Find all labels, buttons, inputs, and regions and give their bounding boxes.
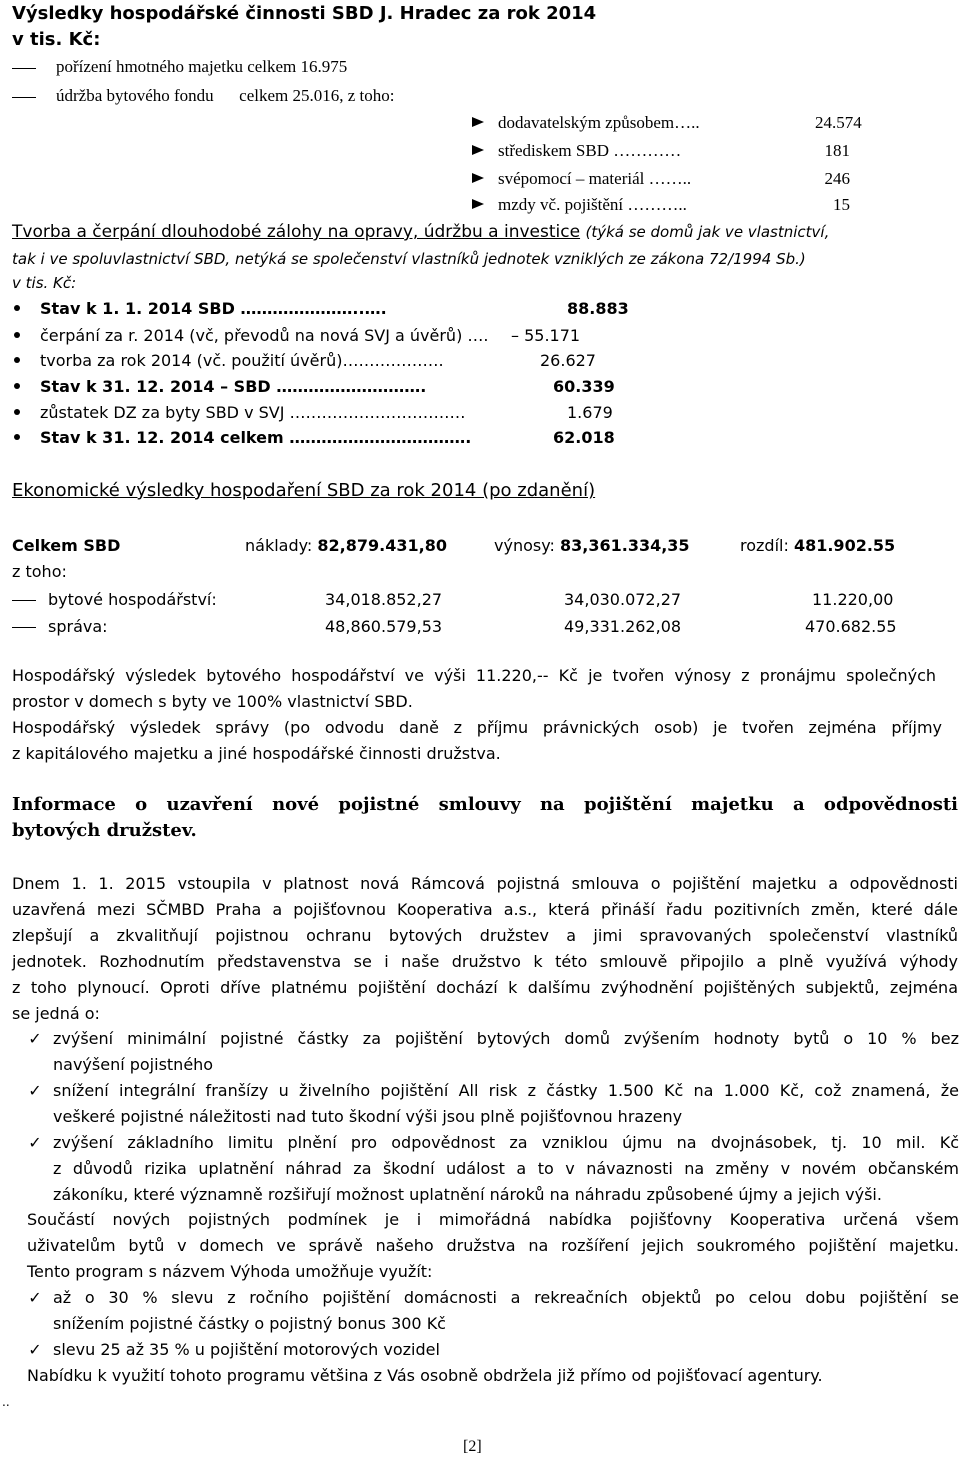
sub-item-value: 181 [824, 141, 850, 160]
bullet-dot-icon [14, 434, 20, 440]
sub-list-item: střediskem SBD ………… [472, 141, 681, 161]
item-value: 62.018 [553, 428, 615, 447]
list-item: pořízení hmotného majetku celkem 16.975 [12, 57, 347, 77]
item-value: 1.679 [567, 403, 613, 422]
dash-icon [12, 97, 36, 98]
arrowhead-icon [472, 173, 484, 183]
bullet-dot-icon [14, 332, 20, 338]
sub-list-item: mzdy vč. pojištění ……….. [472, 195, 687, 215]
table-cell: 49,331.262,08 [564, 617, 682, 636]
paragraph-line: Dnem 1. 1. 2015 vstoupila v platnost nová Rámcová pojistná smlouva o pojištění majetku a odpovědnosti [12, 874, 958, 893]
paragraph-line: Hospodářský výsledek bytového hospodářství ve výši 11.220,-- Kč je tvořen výnosy z pronájmu společných [12, 666, 936, 685]
arrowhead-icon [472, 145, 484, 155]
paragraph-line: prostor v domech s byty ve 100% vlastnictví SBD. [12, 692, 413, 711]
table-cell: 470.682.55 [805, 617, 897, 636]
dash-icon [12, 627, 36, 628]
table-cell: 11.220,00 [812, 590, 894, 609]
sub-list-item: dodavatelským způsobem….. [472, 113, 700, 133]
arrowhead-icon [472, 199, 484, 209]
check-mark-icon: ✓ [28, 1029, 42, 1048]
list-item: Stav k 31. 12. 2014 – SBD ………………………. [14, 377, 426, 397]
paragraph-line: jednotek. Rozhodnutím představenstva se i naše družstvo k této smlouvě připojilo a plně využívá výhody [12, 952, 958, 971]
paragraph-line: z toho plynoucí. Oproti dříve platnému pojištění dochází k dalšímu zvýhodnění pojištěných subjektů, zejména [12, 978, 958, 997]
bullet-line: veškeré pojistné náležitosti nad tuto škodní výši jsou plně pojišťovnou hrazeny [53, 1107, 683, 1126]
section-heading: Informace o uzavření nové pojistné smlouvy na pojištění majetku a odpovědnosti [12, 794, 958, 815]
revenue-total: výnosy: 83,361.334,35 [494, 536, 690, 555]
unit-label: v tis. Kč: [12, 29, 101, 50]
bullet-line: až o 30 % slevu z ročního pojištění domácnosti a rekreačních objektů po celou dobu pojištění se [53, 1288, 959, 1307]
page-number: [2] [463, 1438, 482, 1455]
costs-total: náklady: 82,879.431,80 [245, 536, 447, 555]
table-row-label: správa: [12, 617, 108, 637]
table-cell: 34,030.072,27 [564, 590, 682, 609]
bullet-line: snížení integrální franšízy u živelního pojištění All risk z částky 1.500 Kč na 1.000 Kč, což znamená, že [53, 1081, 959, 1100]
item-value: 88.883 [567, 299, 629, 318]
bullet-line: zákoníku, které významně rozšiřují možnost uplatnění nároků na náhradu způsobené újmy a jejich výši. [53, 1185, 882, 1204]
bullet-line: zvýšení minimální pojistné částky za pojištění bytových domů zvýšením hodnoty bytů o 10 % bez [53, 1029, 959, 1048]
paragraph-line: uživatelům bytů v domech ve správě našeho družstva na rozšíření jejich soukromého pojištění majetku. [27, 1236, 959, 1255]
list-item: čerpání za r. 2014 (vč, převodů na nová SVJ a úvěrů) …. [14, 326, 488, 346]
bullet-line: zvýšení základního limitu plnění pro odpovědnost za vzniklou újmu na dvojnásobek, tj. 10 mil. Kč [53, 1133, 959, 1152]
bullet-line: snížením pojistné částky o pojistný bonus 300 Kč [53, 1314, 446, 1333]
unit-label: v tis. Kč: [12, 274, 77, 292]
bullet-dot-icon [14, 357, 20, 363]
list-item: Stav k 1. 1. 2014 SBD …………………..…. [14, 299, 387, 319]
sub-item-value: 246 [824, 169, 850, 188]
section-heading: Tvorba a čerpání dlouhodobé zálohy na opravy, údržbu a investice (týká se domů jak ve vlastnictví, [12, 222, 830, 242]
paragraph-line: se jedná o: [12, 1004, 100, 1023]
total-label: Celkem SBD [12, 536, 121, 555]
list-item: Stav k 31. 12. 2014 celkem ……………………………. [14, 428, 471, 448]
dash-icon [12, 600, 36, 601]
sub-item-value: 24.574 [815, 113, 862, 132]
bullet-dot-icon [14, 305, 20, 311]
section-heading: bytových družstev. [12, 820, 197, 841]
table-row-label: bytové hospodářství: [12, 590, 217, 610]
check-mark-icon: ✓ [28, 1133, 42, 1152]
sub-item-value: 15 [833, 195, 850, 214]
list-item: tvorba za rok 2014 (vč. použití úvěrů)………………. [14, 351, 444, 371]
paragraph-line: zlepšují a zkvalitňují pojistnou ochranu bytových družstev a jimi spravovaných společenství vlastníků [12, 926, 958, 945]
dash-icon [12, 68, 36, 69]
table-cell: 34,018.852,27 [325, 590, 443, 609]
margin-mark: .. [2, 1395, 10, 1409]
bullet-line: navýšení pojistného [53, 1055, 214, 1074]
arrowhead-icon [472, 117, 484, 127]
diff-total: rozdíl: 481.902.55 [740, 536, 896, 555]
paragraph-line: uzavřená mezi SČMBD Praha a pojišťovnou Kooperativa a.s., která přináší řadu pozitivních změn, které dále [12, 900, 958, 919]
bullet-line: z důvodů rizika uplatnění náhrad za škodní událost a to v návaznosti na změny v novém občanském [53, 1159, 959, 1178]
check-mark-icon: ✓ [28, 1288, 42, 1307]
paragraph-line: Součástí nových pojistných podmínek je i mimořádná nabídka pojišťovny Kooperativa určená všem [27, 1210, 959, 1229]
item-value: 60.339 [553, 377, 615, 396]
section-heading: Ekonomické výsledky hospodaření SBD za rok 2014 (po zdanění) [12, 480, 596, 501]
check-mark-icon: ✓ [28, 1081, 42, 1100]
sub-list-item: svépomocí – materiál …….. [472, 169, 691, 189]
list-item: údržba bytového fondu celkem 25.016, z toho: [12, 86, 395, 106]
paragraph-line: Tento program s názvem Výhoda umožňuje využít: [27, 1262, 433, 1281]
section-note: tak i ve spoluvlastnictví SBD, netýká se společenství vlastníků jednotek vzniklých ze zákona 72/1994 Sb.) [12, 250, 806, 268]
list-item: zůstatek DZ za byty SBD v SVJ …………………………… [14, 403, 466, 423]
page-title: Výsledky hospodářské činnosti SBD J. Hradec za rok 2014 [12, 3, 597, 24]
table-cell: 48,860.579,53 [325, 617, 443, 636]
bullet-dot-icon [14, 383, 20, 389]
bullet-dot-icon [14, 409, 20, 415]
paragraph-line: z kapitálového majetku a jiné hospodářské činnosti družstva. [12, 744, 501, 763]
bullet-line: slevu 25 až 35 % u pojištění motorových vozidel [53, 1340, 440, 1359]
item-value: – 55.171 [511, 326, 581, 345]
closing-line: Nabídku k využití tohoto programu většina z Vás osobně obdržela již přímo od pojišťovací agentury. [27, 1366, 823, 1385]
item-value: 26.627 [540, 351, 596, 370]
paragraph-line: Hospodářský výsledek správy (po odvodu daně z příjmu právnických osob) je tvořen zejména příjmy [12, 718, 942, 737]
of-which-label: z toho: [12, 562, 67, 581]
check-mark-icon: ✓ [28, 1340, 42, 1359]
